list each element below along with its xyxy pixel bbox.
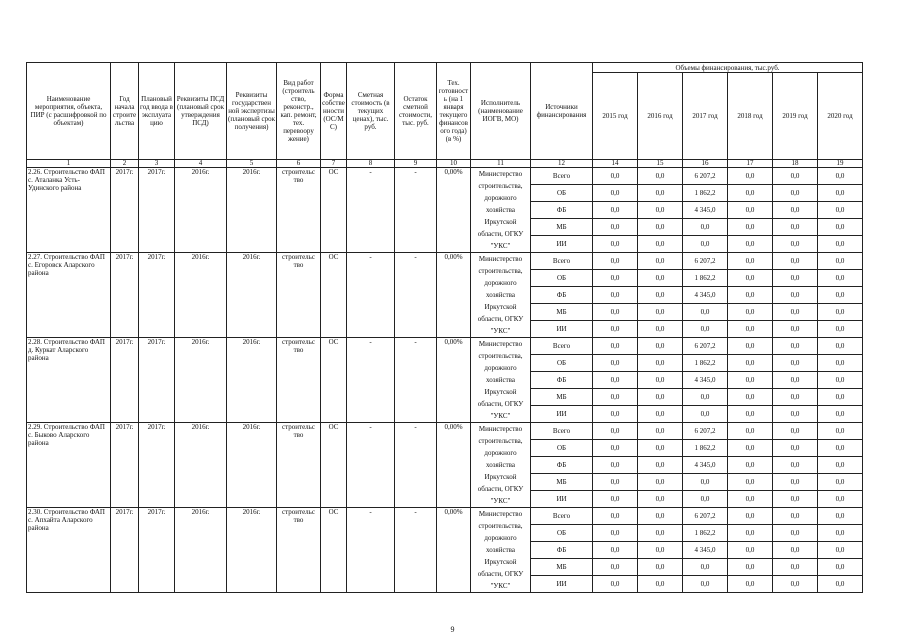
header-remaining: Остаток сметной стоимости, тыс. руб.	[395, 63, 437, 160]
readiness: 0,00%	[437, 508, 471, 593]
header-sources: Источники финансирования	[531, 63, 593, 160]
funding-value: 0,0	[773, 508, 818, 525]
funding-value: 0,0	[773, 491, 818, 508]
funding-value: 0,0	[818, 304, 863, 321]
funding-value: 0,0	[728, 304, 773, 321]
funding-value: 0,0	[728, 440, 773, 457]
funding-value: 0,0	[728, 185, 773, 202]
funding-value: 0,0	[593, 253, 638, 270]
funding-value: 0,0	[638, 542, 683, 559]
funding-value: 0,0	[818, 372, 863, 389]
funding-value: 4 345,0	[683, 287, 728, 304]
funding-value: 0,0	[818, 355, 863, 372]
estimate-cost: -	[347, 338, 395, 423]
start-year: 2017г.	[111, 168, 139, 253]
funding-value: 0,0	[728, 559, 773, 576]
object-name: 2.27. Строительство ФАП с. Егоровск Аларского района	[27, 253, 111, 338]
ownership: ОС	[321, 423, 347, 508]
funding-source: ФБ	[531, 202, 593, 219]
funding-value: 0,0	[728, 287, 773, 304]
funding-value: 0,0	[593, 202, 638, 219]
table-row	[27, 253, 863, 270]
header-commission-year: Плановый год ввода в эксплуата цию	[139, 63, 175, 160]
funding-value: 4 345,0	[683, 542, 728, 559]
expertise-date: 2016г.	[227, 423, 277, 508]
funding-value: 1 862,2	[683, 355, 728, 372]
column-number: 4	[175, 160, 227, 168]
header-year-2019: 2019 год	[773, 73, 818, 160]
funding-value: 4 345,0	[683, 372, 728, 389]
expertise-date: 2016г.	[227, 253, 277, 338]
funding-value: 0,0	[773, 355, 818, 372]
funding-value: 0,0	[773, 168, 818, 185]
header-start-year: Год начала строите льства	[111, 63, 139, 160]
estimate-cost: -	[347, 253, 395, 338]
funding-value: 0,0	[638, 406, 683, 423]
funding-value: 1 862,2	[683, 185, 728, 202]
funding-value: 0,0	[638, 372, 683, 389]
header-expertise: Реквизиты государствен ной экспертизы (плановый срок получения)	[227, 63, 277, 160]
funding-value: 0,0	[638, 355, 683, 372]
funding-value: 0,0	[773, 253, 818, 270]
funding-value: 0,0	[638, 491, 683, 508]
funding-value: 0,0	[593, 270, 638, 287]
funding-value: 0,0	[638, 287, 683, 304]
funding-source: Всего	[531, 253, 593, 270]
funding-value: 0,0	[818, 185, 863, 202]
funding-value: 0,0	[773, 576, 818, 593]
column-number: 11	[471, 160, 531, 168]
funding-value: 0,0	[593, 219, 638, 236]
funding-source: Всего	[531, 423, 593, 440]
readiness: 0,00%	[437, 168, 471, 253]
funding-source: ОБ	[531, 270, 593, 287]
funding-value: 0,0	[728, 219, 773, 236]
start-year: 2017г.	[111, 508, 139, 593]
funding-value: 0,0	[593, 440, 638, 457]
funding-value: 0,0	[593, 474, 638, 491]
funding-value: 0,0	[728, 474, 773, 491]
funding-value: 0,0	[818, 406, 863, 423]
funding-value: 0,0	[638, 304, 683, 321]
funding-value: 0,0	[638, 423, 683, 440]
funding-value: 0,0	[683, 389, 728, 406]
funding-value: 0,0	[638, 168, 683, 185]
funding-value: 0,0	[728, 457, 773, 474]
funding-value: 0,0	[593, 576, 638, 593]
funding-value: 0,0	[818, 236, 863, 253]
funding-value: 0,0	[683, 304, 728, 321]
financing-table	[26, 62, 863, 593]
ownership: ОС	[321, 253, 347, 338]
column-number: 7	[321, 160, 347, 168]
funding-value: 0,0	[683, 576, 728, 593]
funding-value: 0,0	[773, 372, 818, 389]
funding-value: 6 207,2	[683, 338, 728, 355]
table-header	[27, 63, 863, 168]
funding-value: 0,0	[593, 338, 638, 355]
funding-source: ФБ	[531, 287, 593, 304]
funding-value: 0,0	[818, 423, 863, 440]
column-number: 17	[728, 160, 773, 168]
funding-value: 6 207,2	[683, 423, 728, 440]
column-number: 10	[437, 160, 471, 168]
funding-value: 0,0	[818, 576, 863, 593]
funding-value: 0,0	[638, 219, 683, 236]
funding-value: 0,0	[593, 355, 638, 372]
readiness: 0,00%	[437, 338, 471, 423]
header-financing-group: Объемы финансирования, тыс.руб.	[593, 63, 863, 73]
funding-source: ОБ	[531, 355, 593, 372]
funding-value: 0,0	[683, 321, 728, 338]
funding-value: 0,0	[638, 185, 683, 202]
funding-value: 0,0	[593, 525, 638, 542]
executor: Министерство строительства, дорожного хозяйства Иркутской области, ОГКУ "УКС"	[471, 253, 531, 338]
funding-value: 0,0	[728, 355, 773, 372]
funding-value: 0,0	[638, 270, 683, 287]
commission-year: 2017г.	[139, 168, 175, 253]
funding-value: 0,0	[818, 389, 863, 406]
header-year-2017: 2017 год	[683, 73, 728, 160]
executor: Министерство строительства, дорожного хозяйства Иркутской области, ОГКУ "УКС"	[471, 168, 531, 253]
funding-source: ФБ	[531, 542, 593, 559]
funding-source: ИИ	[531, 236, 593, 253]
funding-value: 0,0	[728, 576, 773, 593]
funding-value: 0,0	[773, 236, 818, 253]
psd-date: 2016г.	[175, 253, 227, 338]
funding-value: 0,0	[683, 491, 728, 508]
funding-value: 0,0	[728, 372, 773, 389]
start-year: 2017г.	[111, 423, 139, 508]
remaining-cost: -	[395, 168, 437, 253]
funding-value: 0,0	[773, 389, 818, 406]
funding-source: ОБ	[531, 185, 593, 202]
readiness: 0,00%	[437, 423, 471, 508]
header-estimate: Сметная стоимость (в текущих ценах), тыс. руб.	[347, 63, 395, 160]
funding-value: 4 345,0	[683, 202, 728, 219]
funding-value: 0,0	[593, 457, 638, 474]
funding-source: Всего	[531, 508, 593, 525]
funding-value: 0,0	[773, 457, 818, 474]
ownership: ОС	[321, 168, 347, 253]
expertise-date: 2016г.	[227, 508, 277, 593]
funding-value: 0,0	[773, 270, 818, 287]
funding-value: 0,0	[728, 253, 773, 270]
funding-value: 0,0	[638, 202, 683, 219]
executor: Министерство строительства, дорожного хозяйства Иркутской области, ОГКУ "УКС"	[471, 423, 531, 508]
funding-source: МБ	[531, 304, 593, 321]
remaining-cost: -	[395, 423, 437, 508]
header-object-name: Наименование мероприятия, объекта, ПИР (с расшифровкой по объектам)	[27, 63, 111, 160]
column-number: 8	[347, 160, 395, 168]
funding-value: 0,0	[773, 287, 818, 304]
expertise-date: 2016г.	[227, 168, 277, 253]
funding-value: 0,0	[593, 491, 638, 508]
funding-value: 0,0	[773, 219, 818, 236]
funding-value: 0,0	[773, 423, 818, 440]
funding-value: 0,0	[773, 338, 818, 355]
header-year-2020: 2020 год	[818, 73, 863, 160]
work-type: строительс тво	[277, 168, 321, 253]
column-number: 16	[683, 160, 728, 168]
commission-year: 2017г.	[139, 338, 175, 423]
funding-value: 0,0	[728, 168, 773, 185]
funding-value: 0,0	[818, 457, 863, 474]
funding-value: 0,0	[593, 542, 638, 559]
funding-value: 0,0	[728, 542, 773, 559]
column-number: 15	[638, 160, 683, 168]
funding-source: ИИ	[531, 576, 593, 593]
work-type: строительс тво	[277, 338, 321, 423]
funding-value: 0,0	[593, 559, 638, 576]
remaining-cost: -	[395, 338, 437, 423]
table-body	[27, 168, 863, 593]
funding-value: 0,0	[818, 542, 863, 559]
funding-value: 0,0	[728, 202, 773, 219]
object-name: 2.28. Строительство ФАП д. Куркат Аларского района	[27, 338, 111, 423]
object-name: 2.29. Строительство ФАП с. Быково Аларского района	[27, 423, 111, 508]
estimate-cost: -	[347, 168, 395, 253]
funding-source: ИИ	[531, 406, 593, 423]
psd-date: 2016г.	[175, 508, 227, 593]
header-readiness: Тех. готовност ь (на 1 января текущего финансов ого года) (в %)	[437, 63, 471, 160]
funding-value: 0,0	[773, 185, 818, 202]
funding-value: 0,0	[683, 559, 728, 576]
funding-source: МБ	[531, 219, 593, 236]
funding-value: 0,0	[818, 338, 863, 355]
funding-value: 0,0	[728, 338, 773, 355]
funding-value: 0,0	[773, 440, 818, 457]
header-year-2015: 2015 год	[593, 73, 638, 160]
estimate-cost: -	[347, 423, 395, 508]
funding-source: Всего	[531, 168, 593, 185]
commission-year: 2017г.	[139, 423, 175, 508]
funding-value: 4 345,0	[683, 457, 728, 474]
funding-value: 0,0	[818, 168, 863, 185]
funding-source: ФБ	[531, 372, 593, 389]
funding-value: 0,0	[818, 440, 863, 457]
funding-value: 0,0	[638, 525, 683, 542]
funding-value: 0,0	[638, 474, 683, 491]
funding-value: 0,0	[593, 168, 638, 185]
funding-value: 0,0	[593, 406, 638, 423]
funding-value: 0,0	[818, 270, 863, 287]
funding-value: 0,0	[728, 270, 773, 287]
funding-value: 0,0	[728, 406, 773, 423]
funding-value: 0,0	[818, 491, 863, 508]
remaining-cost: -	[395, 508, 437, 593]
funding-value: 0,0	[683, 219, 728, 236]
funding-value: 0,0	[728, 423, 773, 440]
object-name: 2.26. Строительство ФАП с. Аталанка Усть-Удинского района	[27, 168, 111, 253]
funding-value: 0,0	[773, 202, 818, 219]
funding-value: 0,0	[593, 287, 638, 304]
header-year-2018: 2018 год	[728, 73, 773, 160]
funding-value: 0,0	[638, 559, 683, 576]
funding-value: 0,0	[683, 406, 728, 423]
funding-source: ОБ	[531, 440, 593, 457]
commission-year: 2017г.	[139, 253, 175, 338]
funding-value: 0,0	[818, 253, 863, 270]
funding-value: 0,0	[728, 491, 773, 508]
funding-source: Всего	[531, 338, 593, 355]
work-type: строительс тво	[277, 253, 321, 338]
executor: Министерство строительства, дорожного хозяйства Иркутской области, ОГКУ "УКС"	[471, 508, 531, 593]
funding-value: 0,0	[638, 576, 683, 593]
funding-value: 0,0	[773, 525, 818, 542]
header-work-type: Вид работ (строитель ство, реконстр., кап. ремонт, тех. перевоору жение)	[277, 63, 321, 160]
funding-value: 0,0	[638, 389, 683, 406]
funding-source: МБ	[531, 559, 593, 576]
header-ownership: Форма собстве нности (ОС/М С)	[321, 63, 347, 160]
funding-value: 0,0	[818, 287, 863, 304]
funding-source: ОБ	[531, 525, 593, 542]
object-name: 2.30. Строительство ФАП с. Апхайта Аларского района	[27, 508, 111, 593]
column-number: 18	[773, 160, 818, 168]
document-sheet	[26, 62, 862, 593]
funding-value: 0,0	[593, 304, 638, 321]
remaining-cost: -	[395, 253, 437, 338]
funding-value: 0,0	[773, 542, 818, 559]
table-row	[27, 338, 863, 355]
readiness: 0,00%	[437, 253, 471, 338]
funding-value: 0,0	[638, 253, 683, 270]
column-number: 19	[818, 160, 863, 168]
funding-value: 0,0	[773, 321, 818, 338]
funding-source: МБ	[531, 389, 593, 406]
column-number: 6	[277, 160, 321, 168]
column-number: 9	[395, 160, 437, 168]
column-number: 12	[531, 160, 593, 168]
funding-value: 0,0	[638, 236, 683, 253]
expertise-date: 2016г.	[227, 338, 277, 423]
funding-value: 0,0	[728, 236, 773, 253]
start-year: 2017г.	[111, 338, 139, 423]
funding-value: 6 207,2	[683, 508, 728, 525]
commission-year: 2017г.	[139, 508, 175, 593]
funding-value: 0,0	[818, 202, 863, 219]
funding-value: 0,0	[638, 321, 683, 338]
funding-value: 0,0	[773, 474, 818, 491]
funding-value: 0,0	[818, 321, 863, 338]
header-psd: Реквизиты ПСД (плановый срок утверждения ПСД)	[175, 63, 227, 160]
funding-source: ИИ	[531, 321, 593, 338]
column-number: 3	[139, 160, 175, 168]
funding-source: ФБ	[531, 457, 593, 474]
column-number: 14	[593, 160, 638, 168]
funding-value: 0,0	[728, 389, 773, 406]
funding-value: 0,0	[593, 185, 638, 202]
funding-value: 0,0	[773, 406, 818, 423]
psd-date: 2016г.	[175, 338, 227, 423]
psd-date: 2016г.	[175, 423, 227, 508]
funding-value: 0,0	[818, 525, 863, 542]
funding-value: 1 862,2	[683, 270, 728, 287]
funding-value: 0,0	[818, 219, 863, 236]
funding-source: ИИ	[531, 491, 593, 508]
ownership: ОС	[321, 508, 347, 593]
work-type: строительс тво	[277, 423, 321, 508]
funding-value: 0,0	[638, 440, 683, 457]
funding-value: 0,0	[638, 457, 683, 474]
funding-value: 0,0	[593, 321, 638, 338]
funding-value: 0,0	[728, 321, 773, 338]
funding-value: 1 862,2	[683, 440, 728, 457]
column-number: 1	[27, 160, 111, 168]
funding-value: 0,0	[728, 525, 773, 542]
funding-value: 0,0	[593, 236, 638, 253]
header-executor: Исполнитель (наименование ИОГВ, МО)	[471, 63, 531, 160]
psd-date: 2016г.	[175, 168, 227, 253]
funding-value: 0,0	[818, 508, 863, 525]
funding-value: 0,0	[773, 304, 818, 321]
funding-value: 1 862,2	[683, 525, 728, 542]
page-number: 9	[450, 625, 455, 634]
executor: Министерство строительства, дорожного хозяйства Иркутской области, ОГКУ "УКС"	[471, 338, 531, 423]
funding-value: 0,0	[773, 559, 818, 576]
funding-value: 0,0	[818, 474, 863, 491]
estimate-cost: -	[347, 508, 395, 593]
funding-value: 0,0	[638, 338, 683, 355]
table-row	[27, 508, 863, 525]
funding-value: 0,0	[728, 508, 773, 525]
start-year: 2017г.	[111, 253, 139, 338]
table-row	[27, 168, 863, 185]
funding-value: 0,0	[593, 372, 638, 389]
funding-value: 0,0	[818, 559, 863, 576]
funding-value: 0,0	[683, 474, 728, 491]
funding-value: 0,0	[638, 508, 683, 525]
column-number-row	[27, 160, 863, 168]
funding-value: 6 207,2	[683, 168, 728, 185]
column-number: 5	[227, 160, 277, 168]
funding-value: 0,0	[593, 389, 638, 406]
work-type: строительс тво	[277, 508, 321, 593]
funding-value: 0,0	[593, 508, 638, 525]
funding-value: 6 207,2	[683, 253, 728, 270]
ownership: ОС	[321, 338, 347, 423]
funding-value: 0,0	[593, 423, 638, 440]
funding-value: 0,0	[683, 236, 728, 253]
column-number: 2	[111, 160, 139, 168]
funding-source: МБ	[531, 474, 593, 491]
table-row	[27, 423, 863, 440]
header-year-2016: 2016 год	[638, 73, 683, 160]
